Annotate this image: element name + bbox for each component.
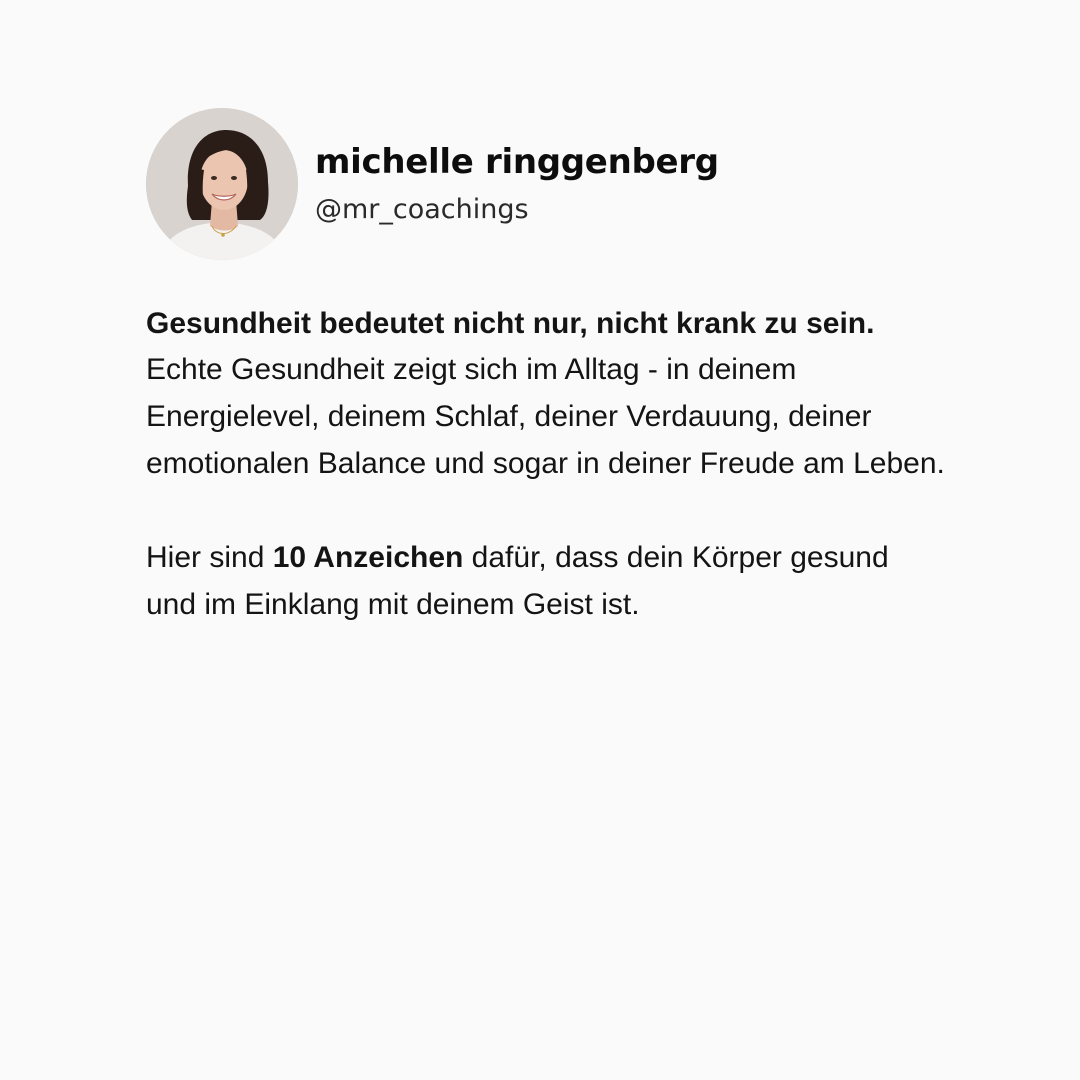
- post-body: [146, 302, 946, 628]
- post-headline: Gesundheit bedeutet nicht nur, nicht krank zu sein.: [146, 307, 875, 340]
- post-para2-before: Hier sind: [146, 541, 273, 574]
- post-para2-bold: 10 Anzeichen: [272, 541, 464, 574]
- post-body-text: Echte Gesundheit zeigt sich im Alltag - in deinem Energielevel, deinem Schlaf, deiner Verdauung, deiner emotionalen Balance und sogar in deiner Freude am Leben.: [146, 353, 945, 480]
- avatar[interactable]: [146, 108, 298, 260]
- profile-names: [315, 140, 719, 228]
- post-paragraph-2: [146, 534, 946, 628]
- paragraph-spacer: [146, 487, 946, 534]
- profile-header: [146, 108, 719, 260]
- profile-photo-icon: [146, 108, 298, 260]
- display-name[interactable]: michelle ringgenberg: [315, 142, 719, 182]
- post-paragraph-1: [146, 302, 946, 487]
- post-para2-after: dafür, dass dein Körper gesund und im Einklang mit deinem Geist ist.: [146, 541, 889, 621]
- user-handle[interactable]: @mr_coachings: [315, 194, 529, 225]
